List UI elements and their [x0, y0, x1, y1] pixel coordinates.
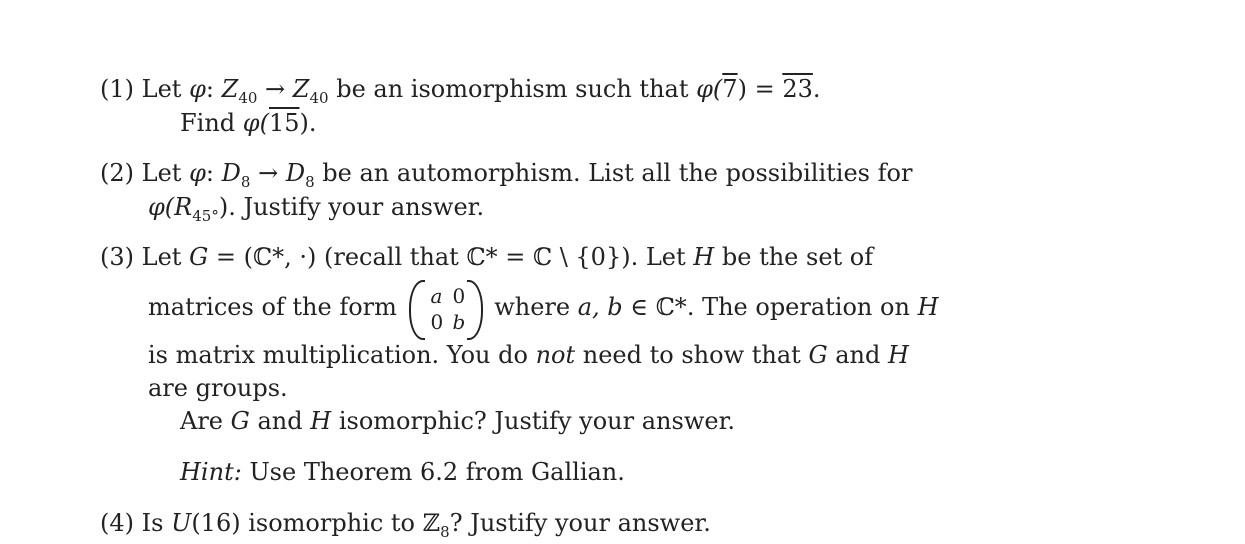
group-u-arg: (16): [191, 509, 241, 537]
problem-1-number: (1): [100, 75, 134, 103]
matrix-entry-0: 0: [430, 309, 444, 334]
problem-text: . The operation on: [686, 293, 910, 321]
text-and: and: [835, 341, 881, 369]
problem-text: isomorphic to: [248, 509, 415, 537]
problem-text: ). Justify your answer.: [218, 193, 485, 221]
rotation-subscript: 45°: [192, 206, 219, 225]
problem-2-line-2: [148, 192, 485, 225]
period: .: [812, 75, 821, 103]
group-def: (ℂ*, ·): [243, 243, 317, 271]
problem-text: be the set of: [721, 243, 874, 271]
problem-3-line-3: [148, 340, 909, 370]
group-g: G: [808, 341, 828, 369]
phi-open: φ(: [242, 109, 269, 137]
integers-z: ℤ: [422, 509, 441, 537]
problem-3-line-2: [148, 278, 939, 338]
matrix-entry-0: 0: [452, 283, 466, 308]
arrow: →: [265, 75, 286, 103]
group-d: D: [285, 159, 306, 187]
text-let: Let: [141, 75, 182, 103]
c-star: ℂ*: [466, 243, 498, 271]
phi-open: φ(: [696, 75, 723, 103]
text-is: Is: [141, 509, 164, 537]
group-h: H: [693, 243, 715, 271]
overlined-element: 23: [782, 75, 813, 103]
group-g: G: [230, 407, 250, 435]
problem-2-line-1: [100, 158, 913, 191]
rotation-r: R: [174, 193, 193, 221]
right-paren: [467, 280, 483, 340]
group-z-subscript: 40: [238, 88, 258, 107]
problem-text: is matrix multiplication. You do: [148, 341, 528, 369]
text-find: Find: [180, 109, 236, 137]
left-paren: [409, 280, 425, 340]
equals: =: [215, 243, 236, 271]
problem-3-line-4: [148, 373, 288, 403]
colon: :: [205, 75, 214, 103]
problem-3-hint: [180, 457, 625, 487]
problem-3-number: (3): [100, 243, 134, 271]
group-z: Z: [292, 75, 310, 103]
problem-4-number: (4): [100, 509, 134, 537]
phi-symbol: φ: [189, 75, 206, 103]
matrix-entry-b: b: [452, 309, 466, 334]
problem-text: be an automorphism. List all the possibilities for: [322, 159, 913, 187]
group-u: U: [171, 509, 192, 537]
problem-text: matrices of the form: [148, 293, 397, 321]
matrix-entry-a: a: [430, 283, 443, 308]
problem-1-line-2: [180, 108, 317, 138]
variables: a, b: [577, 293, 623, 321]
problem-4-line-1: [100, 508, 711, 541]
phi-symbol: φ: [189, 159, 206, 187]
group-h: H: [888, 341, 909, 369]
problem-text: Are: [180, 407, 224, 435]
text-let: Let: [141, 243, 182, 271]
overlined-element: 15: [268, 109, 300, 137]
arrow: →: [258, 159, 279, 187]
problem-text: need to show that: [582, 341, 801, 369]
recall-text: (recall that: [324, 243, 459, 271]
emphasis-not: not: [535, 341, 576, 369]
group-d-subscript: 8: [305, 172, 315, 191]
problem-text: be an isomorphism such that: [336, 75, 689, 103]
group-d-subscript: 8: [240, 172, 251, 191]
equals: =: [505, 243, 526, 271]
problem-text: isomorphic? Justify your answer.: [338, 407, 736, 435]
group-z: Z: [221, 75, 239, 103]
problem-3-line-5: [180, 406, 735, 436]
problem-text: are groups.: [148, 374, 288, 402]
text-let: Let: [141, 159, 182, 187]
group-h: H: [917, 293, 939, 321]
phi-open: φ(: [148, 193, 175, 221]
problem-3-line-1: [100, 242, 873, 272]
matrix: [409, 280, 483, 338]
hint-label: Hint:: [180, 458, 242, 486]
overlined-element: 7: [722, 75, 738, 103]
group-z-subscript: 40: [309, 88, 329, 107]
paren-close: ).: [299, 109, 317, 137]
group-g: G: [189, 243, 209, 271]
colon: :: [205, 159, 214, 187]
group-d: D: [221, 159, 241, 187]
problem-2-number: (2): [100, 159, 134, 187]
c-star-def: ℂ \ {0}).: [532, 243, 639, 271]
group-h: H: [310, 407, 332, 435]
problem-text: ? Justify your answer.: [449, 509, 711, 537]
c-star: ℂ*: [655, 293, 687, 321]
problem-text: where: [494, 293, 571, 321]
element-of: ∈: [630, 293, 649, 321]
eq-close: ) =: [737, 75, 775, 103]
text-and: and: [257, 407, 303, 435]
integers-subscript: 8: [440, 522, 450, 541]
hint-text: Use Theorem 6.2 from Gallian.: [249, 458, 625, 486]
problem-1-line-1: [100, 74, 821, 107]
text-let: Let: [645, 243, 686, 271]
